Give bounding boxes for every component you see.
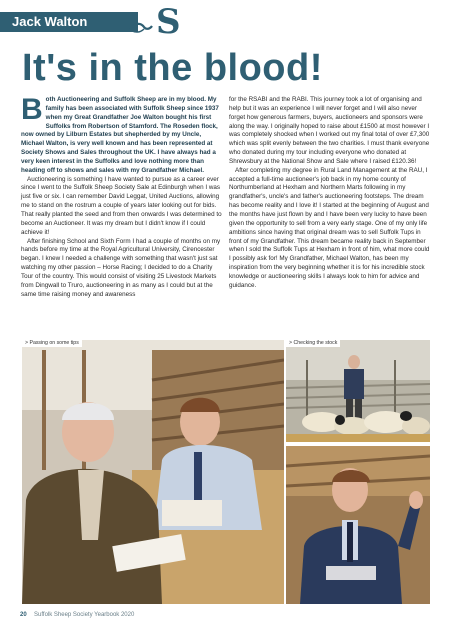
publication-name: Suffolk Sheep Society Yearbook 2020 [34, 612, 135, 618]
article-paragraph: for the RSABI and the RABI. This journey took a lot of organising and help but it was an experience I will never forget and I will also never forget how generous farmers, buyers, auctioneers and sponsors were along the way. I originally hoped to raise about £1500 at most however I was completely shocked when I worked out my final total of over £7,300 which was split evenly between the two charities. I must thank everyone who donated during my tour including everyone who donated at Shrewsbury at the National Show and Sale where I raised £120.36! [229, 96, 430, 165]
caption-passing-tips: > Passing on some tips [22, 340, 82, 347]
caption-text: Checking the stock [293, 340, 338, 346]
society-logo [128, 2, 184, 38]
article-left-column [21, 93, 223, 299]
article-paragraph: After finishing School and Sixth Form I had a couple of months on my hands before my time at the Royal Agricultural University, Cirencester began. I knew I needed a challenge with something that wasn't just sat watching my other passion – Horse Racing; I decided to do a Charity Tour of the country. This would consist of visiting 25 Livestock Markets from Dingwall to Truro, auctioneering in as many as I could but at the same time raising money and awareness [21, 237, 221, 298]
article-right-column [229, 96, 431, 291]
photo-passing-tips [22, 340, 284, 604]
caption-checking-stock: > Checking the stock [286, 340, 340, 347]
drop-cap: B [21, 93, 43, 126]
caption-text: Passing on some tips [29, 340, 79, 346]
intro-text: oth Auctioneering and Suffolk Sheep are in my blood. My family has been associated with Suffolk Sheep since 1937 when my Great Grandfather Joe Walton bought his first Suffolks from Robertson of Stamford. The Roseden flock, now owned by Lilburn Estates but shepherded by my Uncle, Michael Walton, is very well known and has been represented at Society Shows and Sales throughout the UK. I have always had a very keen interest in the Suffolks and love nothing more than heading off to shows and sales with my Grandfather Michael. [21, 96, 219, 174]
photo-checking-stock [286, 340, 430, 442]
photo-auctioneering [286, 446, 430, 604]
page-number: 20 [20, 612, 27, 618]
article-paragraph: After completing my degree in Rural Land Management at the RAU, I accepted a full-time auctioneer's job back in my home county of Northumberland at Hexham and Northern Marts following in my grandfather's, uncle's and father's auctioneering footsteps. The dream has become reality and I love it! I started at the beginning of August and the months have just flown by and I have been very lucky to have been given the opportunity to sell from a very early stage. One of my only life ambitions since having that original dream was to sell Suffolk Tups in front of my Grandfather. This dream became reality back in September when I sold the Suffolk Tups at Hexham in front of him, what more could I possibly ask for! My Grandfather, Michael Walton, has been my inspiration from the very beginning whether it is for his incredible stock knowledge or auctioneering skills I always look to him for advice and guidance. [229, 166, 430, 289]
article-intro [21, 93, 223, 176]
logo-letter: S [156, 2, 181, 38]
author-name: Jack Walton [12, 14, 88, 29]
article-paragraph: Auctioneering is something I have wanted to pursue as a career ever since I went to the Suffolk Sheep Society Sale at Edinburgh when I was just five or six. I can remember David Leggat, United Auctions, allowing me to stand on the rostrum a couple of years later looking out for bids. That really planted the seed and from then onwards I was determined to become an Auctioneer. It was my dream but I didn't know if I could achieve it! [21, 175, 222, 236]
article-headline: It's in the blood! [22, 47, 323, 89]
